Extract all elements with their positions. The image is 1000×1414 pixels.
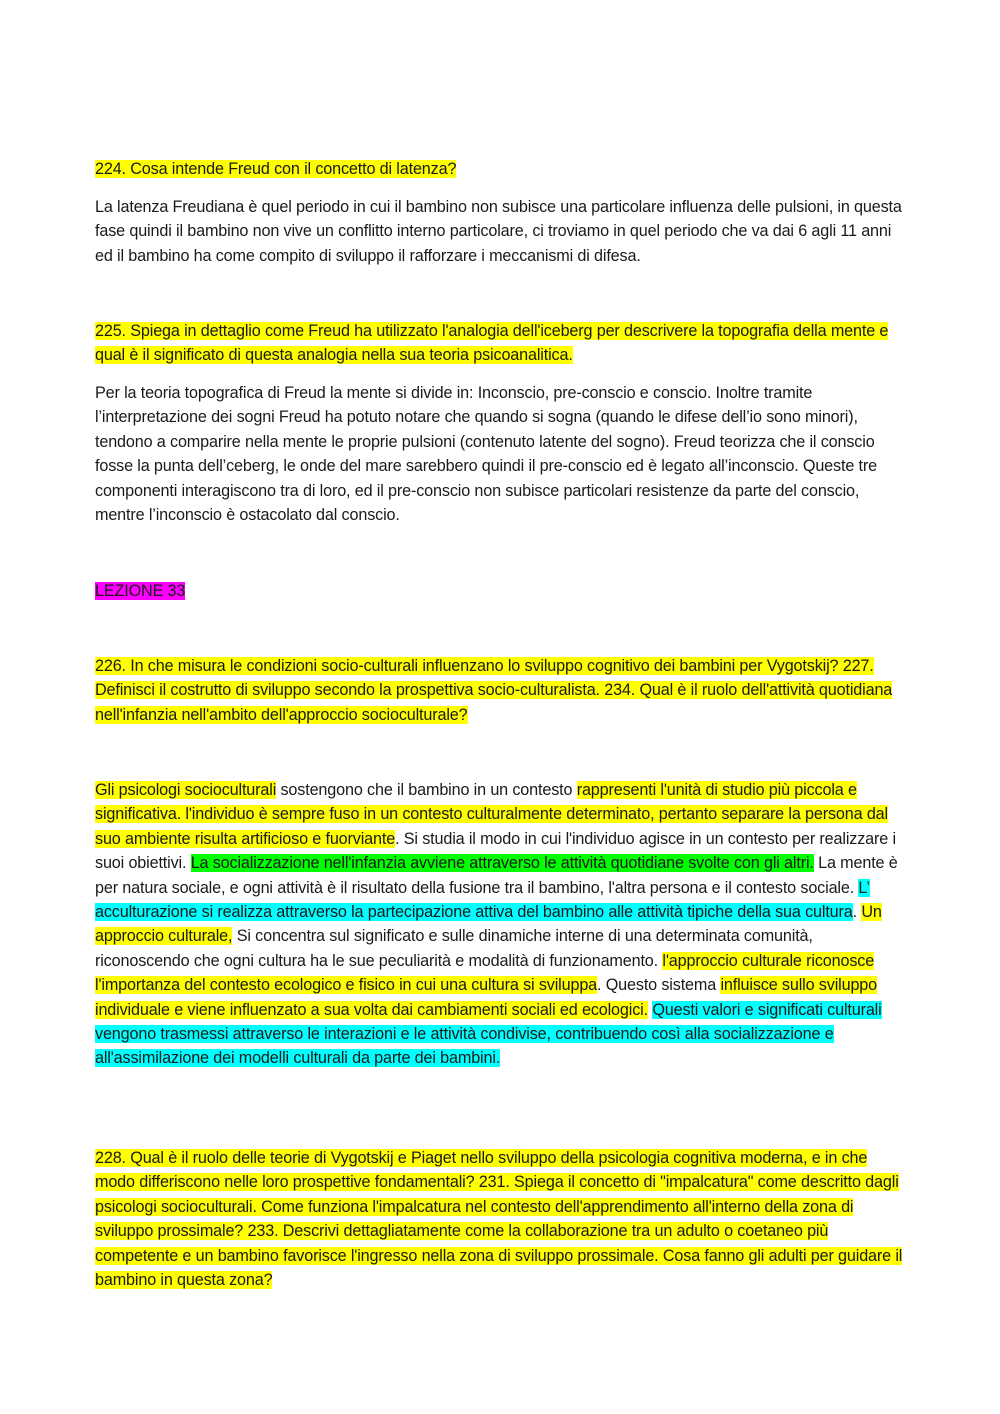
answer-226	[95, 778, 907, 1071]
lesson-heading	[95, 579, 907, 603]
answer-226-segment: Gli psicologi socioculturali	[95, 781, 277, 799]
answer-226-segment: Questi valori e significati culturali vengono trasmessi attraverso le interazioni e le attività condivise, contribuendo così alla socializzazione e all'assimilazione dei modelli culturali da parte dei bambini.	[95, 1000, 882, 1068]
answer-226-segment: . Si studia il modo in cui l'individuo agisce in un contesto per realizzare i suoi obiettivi.	[95, 829, 896, 873]
question-228-text: 228. Qual è il ruolo delle teorie di Vygotskij e Piaget nello sviluppo della psicologia cognitiva moderna, e in che modo differiscono nelle loro prospettive fondamentali? 231. Spiega il concetto di "impalcatura" come descritto dagli psicologi socioculturali. Come funziona l'impalcatura nel contesto dell'apprendimento all'interno della zona di sviluppo prossimale? 233. Descrivi dettagliatamente come la collaborazione tra un adulto o coetaneo più competente e un bambino favorisce l'ingresso nella zona di sviluppo prossimale. Cosa fanno gli adulti per guidare il bambino in questa zona?	[95, 1149, 903, 1290]
answer-226-segment: influisce sullo sviluppo individuale e viene influenzato a sua volta dai cambiamenti sociali ed ecologici.	[95, 976, 877, 1019]
answer-225: Per la teoria topografica di Freud la mente si divide in: Inconscio, pre-conscio e conscio. Inoltre tramite l’interpretazione dei sogni Freud ha potuto notare che quando si sogna (quando le difese dell’io sono minori), tendono a comparire nella mente le proprie pulsioni (contenuto latente del sogno). Freud teorizza che il conscio fosse la punta dell’ceberg, le onde del mare sarebbero quindi il pre-conscio ed è legato all’inconscio. Queste tre componenti interagiscono tra di loro, ed il pre-conscio non subisce particolari resistenze da parte del conscio, mentre l’inconscio è ostacolato dal conscio.	[95, 384, 877, 525]
question-224-text: 224. Cosa intende Freud con il concetto di latenza?	[95, 160, 457, 178]
answer-224: La latenza Freudiana è quel periodo in cui il bambino non subisce una particolare influenza delle pulsioni, in questa fase quindi il bambino non vive un conflitto interno particolare, ci troviamo in quel periodo che va dai 6 agli 11 anni ed il bambino ha come compito di sviluppo il rafforzare i meccanismi di difesa.	[95, 198, 902, 265]
question-228	[95, 1146, 907, 1292]
question-225	[95, 319, 907, 368]
answer-226-segment: Si concentra sul significato e sulle dinamiche interne di una determinata comunità, riconoscendo che ogni cultura ha le sue peculiarità e modalità di funzionamento.	[95, 927, 813, 970]
answer-226-segment: La socializzazione nell'infanzia avviene attraverso le attività quotidiane svolte con gli altri.	[190, 854, 814, 873]
answer-226-segment: sostengono che il bambino in un contesto	[276, 781, 577, 799]
answer-226-segment: Un approccio culturale,	[95, 903, 882, 946]
answer-226-segment: .	[852, 903, 862, 922]
answer-226-segment: l'approccio culturale riconosce l'importanza del contesto ecologico e fisico in cui una cultura si sviluppa	[95, 951, 875, 995]
question-225-text: 225. Spiega in dettaglio come Freud ha utilizzato l'analogia dell'iceberg per descrivere la topografia della mente e qual è il significato di questa analogia nella sua teoria psicoanalitica.	[95, 322, 889, 365]
question-224	[95, 157, 907, 181]
answer-226-segment: rappresenti l'unità di studio più piccola e significativa. l'individuo è sempre fuso in un contesto culturalmente determinato, pertanto separare la persona dal suo ambiente risulta artificioso e fuorviante	[95, 781, 888, 848]
answer-226-segment: L’ acculturazione si realizza attraverso la partecipazione attiva del bambino alle attività tipiche della sua cultura	[95, 878, 870, 922]
answer-226-segment: . Questo sistema	[597, 976, 721, 995]
question-226	[95, 654, 907, 727]
lesson-label: LEZIONE 33	[95, 582, 186, 600]
question-226-text: 226. In che misura le condizioni socio-culturali influenzano lo sviluppo cognitivo dei bambini per Vygotskij? 227. Definisci il costrutto di sviluppo secondo la prospettiva socio-culturalista. 234. Qual è il ruolo dell'attività quotidiana nell'infanzia nell'ambito dell'approccio socioculturale?	[95, 657, 893, 724]
answer-226-segment: La mente è per natura sociale, e ogni attività è il risultato della fusione tra il bambino, l'altra persona e il contesto sociale.	[95, 854, 898, 897]
